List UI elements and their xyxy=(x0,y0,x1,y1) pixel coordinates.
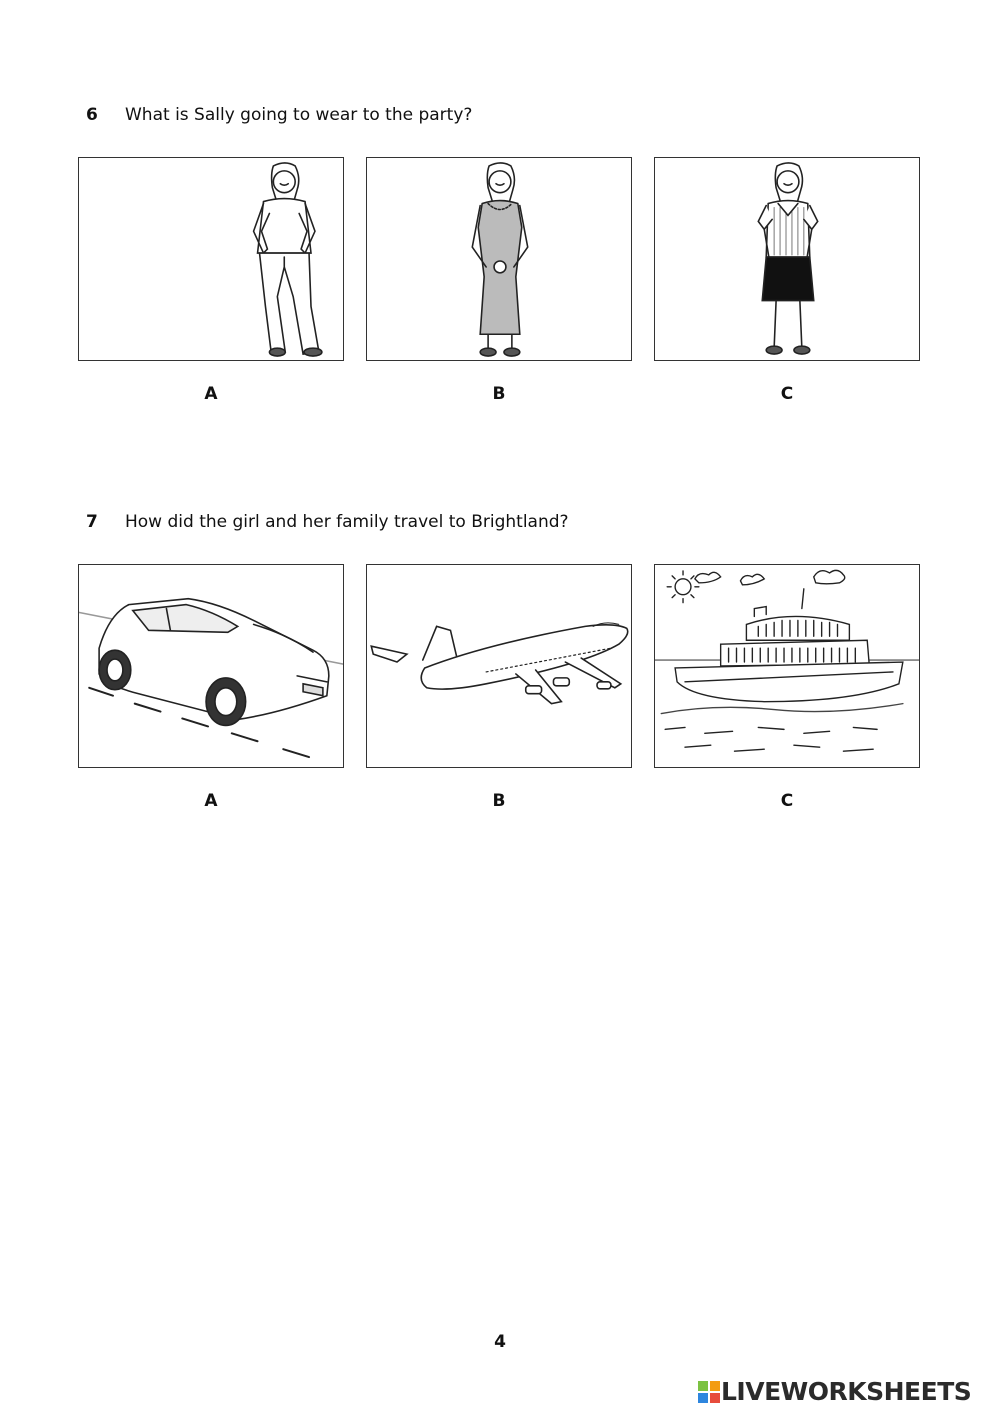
option-label-7a: A xyxy=(204,791,218,811)
option-label-7c: C xyxy=(780,791,794,811)
option-label-6c: C xyxy=(780,384,794,404)
ferry-boat-on-sea-icon xyxy=(655,565,919,767)
question-text: How did the girl and her family travel to Brightland? xyxy=(125,512,569,532)
page-number: 4 xyxy=(494,1332,506,1352)
option-6c-image[interactable] xyxy=(654,157,920,361)
question-number: 7 xyxy=(86,512,98,532)
option-7a-image[interactable] xyxy=(78,564,344,768)
option-7b-image[interactable] xyxy=(366,564,632,768)
girl-in-long-dress-icon xyxy=(367,158,631,360)
question-number: 6 xyxy=(86,105,98,125)
girl-in-blouse-and-skirt-icon xyxy=(655,158,919,360)
option-6b-image[interactable] xyxy=(366,157,632,361)
option-7c-image[interactable] xyxy=(654,564,920,768)
brand-name: LIVEWORKSHEETS xyxy=(721,1377,972,1406)
airplane-icon xyxy=(367,565,631,767)
option-label-6a: A xyxy=(204,384,218,404)
logo-squares-icon xyxy=(697,1380,721,1404)
option-label-7b: B xyxy=(492,791,506,811)
question-text: What is Sally going to wear to the party? xyxy=(125,105,473,125)
option-label-6b: B xyxy=(492,384,506,404)
option-6a-image[interactable] xyxy=(78,157,344,361)
girl-in-jeans-and-sweater-icon xyxy=(79,158,343,360)
car-on-road-icon xyxy=(79,565,343,767)
